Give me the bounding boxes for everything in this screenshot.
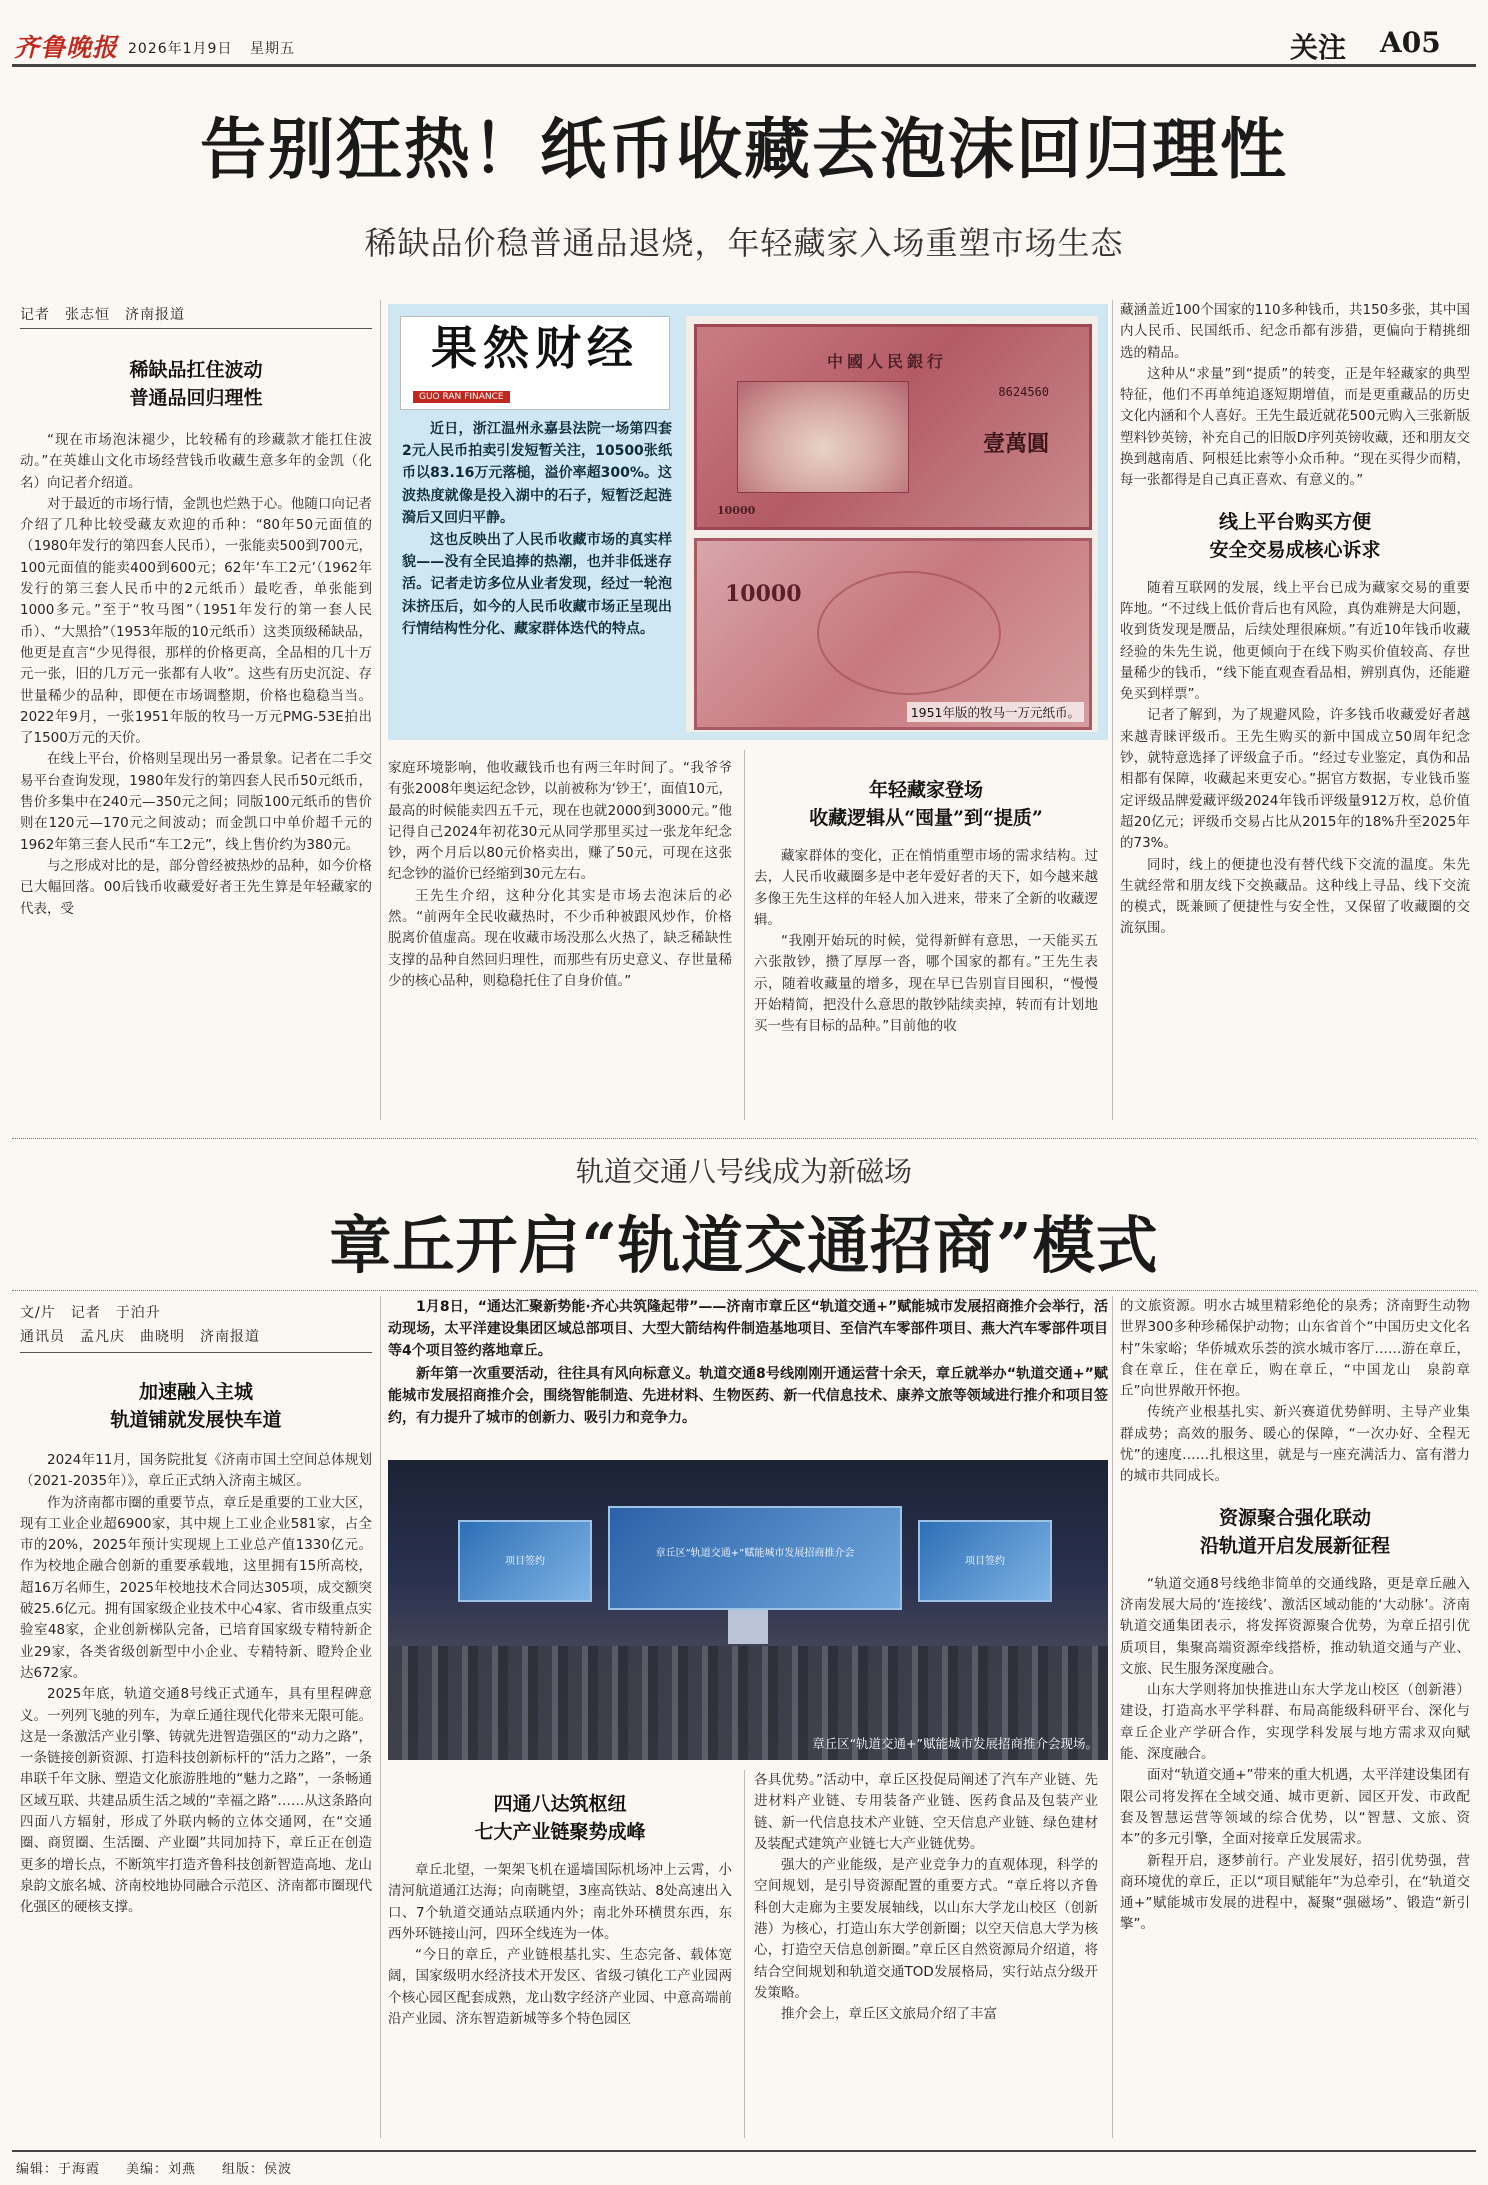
story1-col3	[754, 776, 1098, 1118]
story2-byline-2: 通讯员 孟凡庆 曲晓明 济南报道	[20, 1329, 260, 1345]
screen-right-text: 项目签约	[965, 1556, 1005, 1567]
story1-col4-para: 随着互联网的发展，线上平台已成为藏家交易的重要阵地。“不过线上低价背后也有风险，真伪难辨是大问题，收到货发现是赝品，后续处理很麻烦。”有近10年钱币收藏经验的朱先生说，他更倾向于在线下购买价值较高、存世量稀少的钱币，“线下能直观查看品相，辨别真伪，还能避免买到样票”。	[1120, 579, 1470, 703]
story1-col2-para: 家庭环境影响，他收藏钱币也有两三年时间了。“我爷爷有张2008年奥运纪念钞，以前被称为‘钞王’，面值10元，最高的时候能卖四五千元，现在也就2000到3000元。”他记得自己2024年初花30元从同学那里买过一张龙年纪念钞，两个月后以80元价格卖出，赚了50元，可现在这张纪念钞的溢价已经缩到30元左右。	[388, 760, 732, 883]
story1-headline: 告别狂热！纸币收藏去泡沫回归理性	[200, 110, 1288, 188]
masthead: 齐鲁晚报	[14, 33, 119, 62]
story2-lead	[388, 1296, 1108, 1460]
header-rule	[12, 64, 1476, 67]
story2-col2-subhead-2: 七大产业链聚势成峰	[474, 1821, 646, 1843]
byline-rule	[20, 1352, 372, 1353]
story2-col1-para: 2025年底，轨道交通8号线正式通车，具有里程碑意义。一列列飞驰的列车，为章丘通往现代化带来无限可能。这是一条激活产业引擎、铸就先进智造强区的“动力之路”，一条链接创新资源、打造科技创新标杆的“活力之路”，一条串联千年文脉、塑造文化旅游胜地的“魅力之路”，一条畅通区域互联、共建品质生活之域的“幸福之路”……从这条路向四面八方辐射，形成了外联内畅的立体交通网，在“交通圈、商贸圈、生活圈、产业圈”共同加持下，章丘正在创造更多的增长点，不断筑牢打造齐鲁科技创新智造高地、龙山泉韵文旅名城、济南校地协同融合示范区、济南都市圈现代化强区的硬核支撑。	[20, 1686, 372, 1916]
story1-col4-subhead-1: 线上平台购买方便	[1218, 510, 1371, 533]
story1-col1-para: “现在市场泡沫褪少，比较稀有的珍藏款才能扛住波动。”在英雄山文化市场经营钱币收藏生意多年的金凯（化名）向记者介绍道。	[20, 432, 372, 491]
screen-left-text: 项目签约	[505, 1556, 545, 1567]
story2-col1-subhead-1: 加速融入主城	[138, 1381, 253, 1403]
col-divider	[744, 1770, 745, 2138]
story2-byline-1: 文/片 记者 于泊升	[20, 1305, 161, 1321]
stage-screen-center	[608, 1506, 902, 1610]
story2-col2-para: 章丘北望，一架架飞机在遥墙国际机场冲上云霄，小清河航道通江达海；向南眺望，3座高铁站、8处高速出入口、7个轨道交通站点联通内外；南北外环横贯东西，东西外环链接山河，四环全线连为一体。	[388, 1862, 732, 1942]
col-divider	[1112, 1296, 1113, 2138]
story1-byline: 记者 张志恒 济南报道	[20, 307, 185, 323]
story2-col1-subhead-2: 轨道铺就发展快车道	[110, 1409, 282, 1431]
story1-subhead: 稀缺品价稳普通品退烧，年轻藏家入场重塑市场生态	[364, 224, 1124, 262]
story2-col4-para: 山东大学则将加快推进山东大学龙山校区（创新港）建设，打造高水平学科群、布局高能级科研平台、深化与章丘企业产学研合作，实现学科发展与地方需求双向赋能、深度融合。	[1120, 1682, 1470, 1763]
photo-caption: 章丘区“轨道交通+”赋能城市发展招商推介会现场。	[812, 1736, 1098, 1751]
story2-col3-para: 强大的产业能级，是产业竞争力的直观体现，科学的空间规划，是引导资源配置的重要方式。“章丘将以齐鲁科创大走廊为主要发展轴线，以山东大学龙山校区（创新港）为核心，打造山东大学创新圈；以空天信息大学为核心，打造空天信息创新圈。”章丘区自然资源局介绍道，将结合空间规划和轨道交通TOD发展格局，实行站点分级开发策略。	[754, 1857, 1098, 2001]
banknote-photo	[686, 316, 1098, 732]
story2-col4-para: 传统产业根基扎实、新兴赛道优势鲜明、主导产业集群成势；高效的服务、暖心的保障，“一次办好、全程无忧”的速度……扎根这里，就是与一座充满活力、富有潜力的城市共同成长。	[1120, 1404, 1470, 1485]
page-number: A05	[1380, 26, 1441, 59]
story1-col1-para: 对于最近的市场行情，金凯也烂熟于心。他随口向记者介绍了几种比较受藏友欢迎的币种：“80年50元面值的（1980年发行的第四套人民币），一张能卖500到700元，100元面值的能卖400到600元；62年‘车工2元’（1962年发行的第三套人民币中的2元纸币）最吃香，单张能到1000多元。”至于“牧马图”（1951年发行的第一套人民币）、“大黑拾”（1953年版的10元纸币）这类顶级稀缺品，他更是直言“少见得很，那样的价格更高，全品相的几十万元一张，旧的几万元一张都有人收”。这些有历史沉淀、存世量稀少的品种，即便在市场调整期，价格也稳稳当当。2022年9月，一张1951年版的牧马一万元PMG-53E拍出了1500万元的天价。	[20, 495, 372, 747]
story1-col4-para: 这种从“求量”到“提质”的转变，正是年轻藏家的典型特征，他们不再单纯追逐短期增值，而是更重藏品的历史文化内涵和个人喜好。王先生最近就花500元购入三张新版塑料钞英镑，补充自己的旧版D序列英镑收藏，还和朋友交换到越南盾、阿根廷比索等小众币种。“现在买得少而精，每一张都得是自己真正喜欢、有意义的。”	[1120, 365, 1470, 489]
story1-col4-subhead-2: 安全交易成核心诉求	[1209, 538, 1381, 561]
story1-col1	[20, 356, 372, 1116]
col-divider	[380, 1296, 381, 2138]
story1-col1-subhead-2: 普通品回归理性	[129, 387, 263, 409]
feature-para: 近日，浙江温州永嘉县法院一场第四套2元人民币拍卖引发短暂关注，10500张纸币以83.16万元落槌，溢价率超300%。这波热度就像是投入湖中的石子，短暂泛起涟漪后又回归平静。	[402, 421, 672, 526]
story2-lead-para: 新年第一次重要活动，往往具有风向标意义。轨道交通8号线刚刚开通运营十余天，章丘就举办“轨道交通+”赋能城市发展招商推介会，围绕智能制造、先进材料、生物医药、新一代信息技术、康养文旅等领域进行推介和项目签约，有力提升了城市的创新力、吸引力和竞争力。	[388, 1365, 1108, 1427]
feature-logo	[400, 316, 670, 410]
story2-col3-para: 推介会上，章丘区文旅局介绍了丰富	[781, 2006, 997, 2023]
story-divider	[12, 1138, 1476, 1139]
story2-col4-para: 新程开启，逐梦前行。产业发展好，招引优势强，营商环境优的章丘，正以“项目赋能年”为总牵引，在“轨道交通+”赋能城市发展的进程中，凝聚“强磁场”、锻造“新引擎”。	[1120, 1852, 1470, 1933]
story2-col2	[388, 1790, 732, 2136]
story2-col1	[20, 1378, 372, 2136]
feature-para: 这也反映出了人民币收藏市场的真实样貌——没有全民追捧的热潮，也并非低迷存活。记者走访多位从业者发现，经过一轮泡沫挤压后，如今的人民币收藏市场正呈现出行情结构性分化、藏家群体迭代的特点。	[402, 532, 672, 637]
col-divider	[1112, 300, 1113, 1120]
feature-text	[402, 418, 672, 734]
conference-photo	[388, 1460, 1108, 1760]
story2-col3	[754, 1770, 1098, 2136]
story1-col4-para: 记者了解到，为了规避风险，许多钱币收藏爱好者越来越青睐评级币。王先生购买的新中国成立50周年纪念钞，就特意选择了评级盒子币。“经过专业鉴定，真伪和品相都有保障，收藏起来更安心。”据官方数据，专业钱币鉴定评级品牌爱藏评级2024年钱币评级量912万枚，总价值超20亿元；评级币交易占比从2015年的18%升至2025年的73%。	[1120, 707, 1470, 852]
story2-col2-subhead-1: 四通八达筑枢纽	[493, 1793, 627, 1815]
feature-logo-text: 果然财经	[431, 321, 639, 375]
podium	[728, 1610, 768, 1644]
story2-col1-para: 作为济南都市圈的重要节点，章丘是重要的工业大区，现有工业企业超6900家，其中规上工业企业581家，占全市的20%，2025年预计实现规上工业总产值1330亿元。作为校地企融合创新的重要承载地，这里拥有15所高校，超16万名师生，2025年校地技术合同达305项，成交额突破25.6亿元。拥有国家级企业技术中心4家、省市级重点实验室48家，企业创新梯队完备，已培育国家级专精特新企业29家，各类省级创新型中小企业、专精特新、瞪羚企业达672家。	[20, 1494, 372, 1681]
story2-lead-para: 1月8日，“通达汇聚新势能·齐心共筑隆起带”——济南市章丘区“轨道交通+”赋能城市发展招商推介会举行，活动现场，太平洋建设集团区域总部项目、大型大箭结构件制造基地项目、至信汽车零部件项目、燕大汽车零部件项目等4个项目签约落地章丘。	[388, 1299, 1108, 1360]
story2-col4-para: 的文旅资源。明水古城里精彩绝伦的泉秀；济南野生动物世界300多种珍稀保护动物；山东省首个“中国历史文化名村”朱家峪；华侨城欢乐荟的滨水城市客厅……游在章丘，食在章丘，住在章丘，购在章丘，“中国龙山 泉韵章丘”向世界敞开怀抱。	[1120, 1298, 1470, 1400]
banknote-back-numeral: 10000	[725, 581, 802, 607]
banknote-bank: 中國人民銀行	[827, 352, 948, 371]
banknote-front	[694, 324, 1092, 530]
feature-logo-sub: GUO RAN FINANCE	[413, 391, 510, 403]
story2-col4-para: “轨道交通8号线绝非简单的交通线路，更是章丘融入济南发展大局的‘连接线’、激活区域动能的‘大动脉’。济南轨道交通集团表示，将发挥资源聚合优势，为章丘招引优质项目，集聚高端资源牵线搭桥，推动轨道交通与产业、文旅、民生服务深度融合。	[1120, 1575, 1470, 1677]
col-divider	[744, 750, 745, 1120]
story1-col1-para: 在线上平台，价格则呈现出另一番景象。记者在二手交易平台查询发现，1980年发行的第四套人民币50元纸币，售价多集中在240元—350元之间；同版100元纸币的售价则在120元—170元之间波动；而金凯口中单价超千元的1962年第三套人民币“车工2元”，线上售价约为380元。	[20, 751, 372, 853]
story1-col4	[1120, 300, 1470, 1118]
banknote-serial: 8624560	[998, 385, 1049, 399]
story1-col1-subhead-1: 稀缺品扛住波动	[129, 359, 263, 381]
story2-col4	[1120, 1296, 1470, 2136]
story2-col4-subhead-2: 沿轨道开启发展新征程	[1199, 1534, 1390, 1557]
banknote-numeral: 10000	[717, 504, 756, 517]
banknote-scene	[737, 381, 909, 493]
byline-rule	[20, 328, 372, 329]
col-divider	[380, 300, 381, 1120]
story1-col3-subhead-1: 年轻藏家登场	[868, 779, 983, 801]
story2-col4-para: 面对“轨道交通+”带来的重大机遇，太平洋建设集团有限公司将发挥在全域交通、城市更新、园区开发、市政配套及智慧运营等领域的综合优势，以“智慧、文旅、资本”的多元引擎，全面对接章丘发展需求。	[1120, 1767, 1470, 1848]
story2-col3-para: 各具优势。”活动中，章丘区投促局阐述了汽车产业链、先进材料产业链、专用装备产业链、医药食品及包装产业链、新一代信息技术产业链、空天信息产业链、绿色建材及装配式建筑产业链七大产业链优势。	[754, 1772, 1098, 1852]
story2-col1-para: 2024年11月，国务院批复《济南市国土空间总体规划（2021-2035年）》，章丘正式纳入济南主城区。	[20, 1452, 372, 1490]
story2-col2-para: “今日的章丘，产业链根基扎实、生态完备、载体宽阔，国家级明水经济技术开发区、省级刁镇化工产业园两个核心园区配套成熟，龙山数字经济产业园、中意高端前沿产业园、济东智造新城等多个特色园区	[388, 1947, 732, 2028]
footer-editor: 编辑：于海霞	[16, 2162, 101, 2177]
stage-screen-left	[458, 1520, 592, 1602]
story2-col4-subhead-1: 资源聚合强化联动	[1218, 1506, 1371, 1529]
story1-col1-para: 与之形成对比的是，部分曾经被热炒的品种，如今价格已大幅回落。00后钱币收藏爱好者王先生算是年轻藏家的代表，受	[20, 857, 372, 917]
story1-col3-para: 藏家群体的变化，正在悄悄重塑市场的需求结构。过去，人民币收藏圈多是中老年爱好者的天下，如今越来越多像王先生这样的年轻人加入进来，带来了全新的收藏逻辑。	[754, 848, 1098, 928]
story2-headline: 章丘开启“轨道交通招商”模式	[329, 1209, 1159, 1282]
section-name: 关注	[1290, 31, 1347, 64]
story1-col2	[388, 758, 732, 1118]
footer-rule	[12, 2150, 1476, 2152]
story1-col3-subhead-2: 收藏逻辑从“囤量”到“提质”	[809, 807, 1043, 829]
story1-col3-para: “我刚开始玩的时候，觉得新鲜有意思，一天能买五六张散钞，攒了厚厚一沓，哪个国家的都有。”王先生表示，随着收藏量的增多，现在早已告别盲目囤积，“慢慢开始精简，把没什么意思的散钞陆续卖掉，转而有计划地买一些有目标的品种。”目前他的收	[754, 933, 1098, 1035]
banknote-back-pattern	[817, 571, 1001, 695]
issue-date: 2026年1月9日	[128, 41, 233, 57]
footer-proof: 组版：侯波	[222, 2162, 293, 2177]
stage-screen-right	[918, 1520, 1052, 1602]
story1-col2-para: 王先生介绍，这种分化其实是市场去泡沫后的必然。“前两年全民收藏热时，不少币种被跟风炒作，价格脱离价值虚高。现在收藏市场没那么火热了，缺乏稀缺性支撑的品种自然回归理性，而那些有历史意义、存世量稀少的核心品种，则稳稳托住了自身价值。”	[388, 887, 732, 989]
story1-col4-para: 藏涵盖近100个国家的110多种钱币，共150多张，其中国内人民币、民国纸币、纪念币都有涉猎，更偏向于精挑细选的精品。	[1120, 302, 1470, 361]
story2-rule	[12, 1290, 1476, 1291]
issue-weekday: 星期五	[250, 41, 295, 57]
banknote-denomination: 壹萬圓	[982, 431, 1049, 457]
story2-kicker: 轨道交通八号线成为新磁场	[575, 1155, 912, 1188]
screen-center-text: 章丘区“轨道交通+”赋能城市发展招商推介会	[655, 1548, 855, 1559]
banknote-caption: 1951年版的牧马一万元纸币。	[907, 702, 1084, 722]
footer-designer: 美编：刘燕	[126, 2162, 197, 2177]
story1-col4-para: 同时，线上的便捷也没有替代线下交流的温度。朱先生就经常和朋友线下交换藏品。这种线上寻品、线下交流的模式，既兼顾了便捷性与安全性，又保留了收藏圈的交流氛围。	[1120, 856, 1470, 937]
